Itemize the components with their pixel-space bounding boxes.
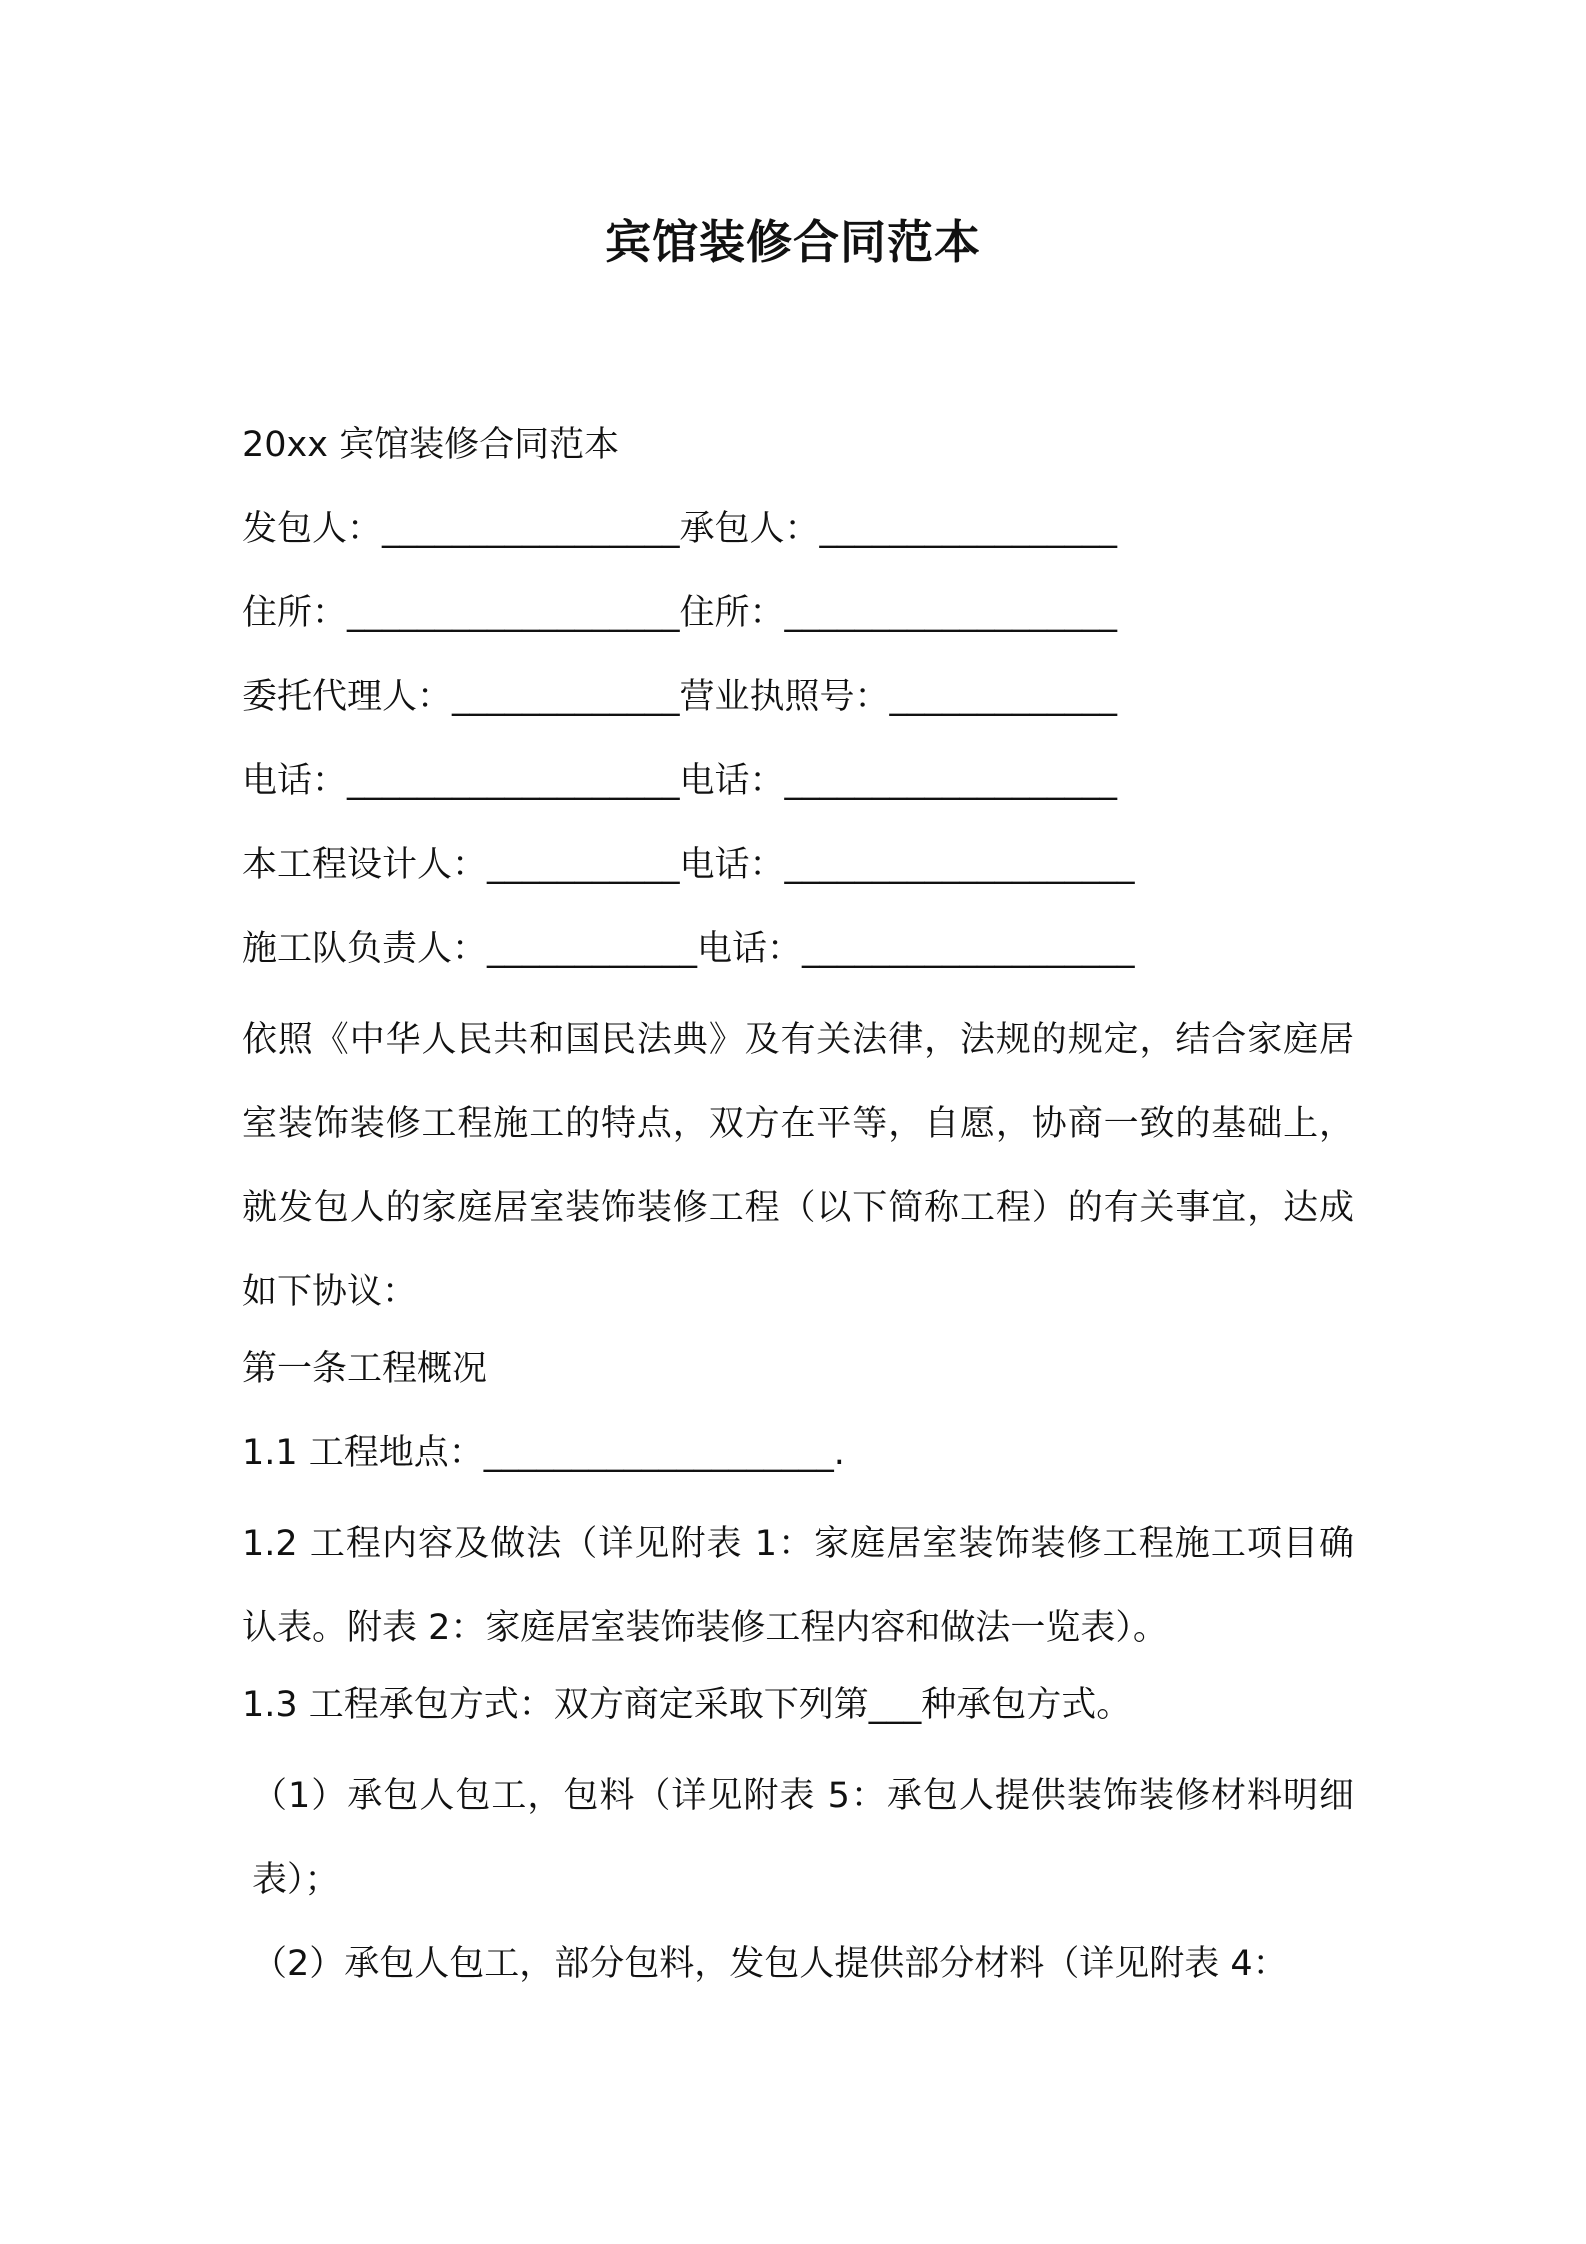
article-1-heading: 第一条工程概况 <box>242 1349 488 1389</box>
option-2: （2）承包人包工，部分包料，发包人提供部分材料（详见附表 4： <box>252 1944 1288 1984</box>
party-line-designer: 本工程设计人：___________电话：____________________ <box>242 845 1135 885</box>
party-line-phone: 电话：___________________电话：___________________ <box>242 761 1118 801</box>
party-line-address: 住所：___________________住所：___________________ <box>242 593 1118 633</box>
item-1-3: 1.3 工程承包方式：双方商定采取下列第___种承包方式。 <box>242 1685 1132 1725</box>
option-1: （1）承包人包工，包料（详见附表 5：承包人提供装饰装修材料明细表）； <box>252 1776 1354 1900</box>
item-1-1: 1.1 工程地点：____________________. <box>242 1433 845 1473</box>
party-line-agent-license: 委托代理人：_____________营业执照号：_____________ <box>242 677 1118 717</box>
item-1-2: 1.2 工程内容及做法（详见附表 1：家庭居室装饰装修工程施工项目确认表。附表 2：家庭居室装饰装修工程内容和做法一览表）。 <box>242 1524 1354 1648</box>
intro-paragraph: 依照《中华人民共和国民法典》及有关法律，法规的规定，结合家庭居室装饰装修工程施工的特点，双方在平等，自愿，协商一致的基础上，就发包人的家庭居室装饰装修工程（以下简称工程）的有关事宜，达成如下协议： <box>242 1020 1354 1312</box>
document-title: 宾馆装修合同范本 <box>605 215 981 269</box>
subtitle-line: 20xx 宾馆装修合同范本 <box>242 425 620 465</box>
document-body <box>242 410 1354 2006</box>
party-line-employer-contractor: 发包人：_________________承包人：_________________ <box>242 509 1118 549</box>
party-line-team-leader: 施工队负责人：____________电话：___________________ <box>242 929 1135 969</box>
